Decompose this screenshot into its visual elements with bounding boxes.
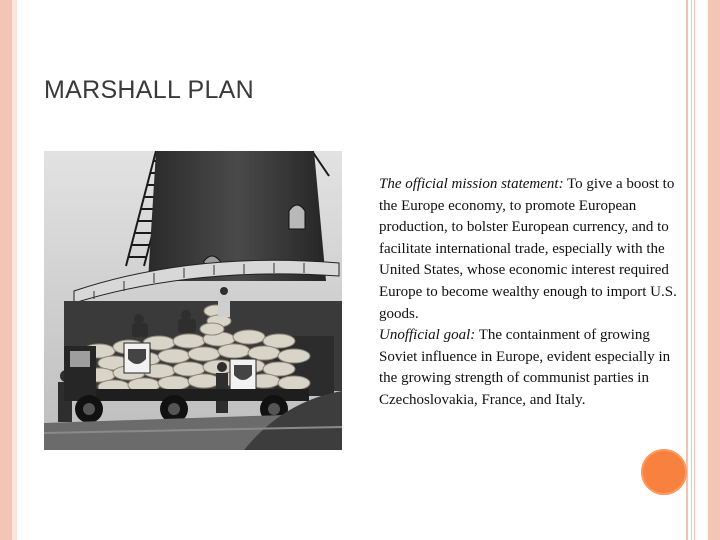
frame-rule-right-3: [694, 0, 695, 540]
photo-windmill-grain-truck-icon: [44, 151, 342, 450]
mission-text-block: [379, 174, 689, 412]
frame-rule-right-2: [691, 0, 692, 540]
unofficial-goal-label: Unofficial goal:: [379, 327, 476, 344]
official-mission-text: To give a boost to the Europe economy, to promote European production, to bolster European currency, and to facilitate international trade, especially with the United States, whose economic interest required Europe to become wealthy enough to import U.S. goods.: [379, 176, 677, 322]
accent-circle-decoration: [641, 449, 687, 495]
slide-title: MARSHALL PLAN: [44, 76, 254, 104]
frame-inner-border-left: [12, 0, 17, 540]
historical-photo: [44, 151, 342, 450]
unofficial-goal-text: The containment of growing Soviet influence in Europe, evident especially in the growing strength of communist parties in Czechoslovakia, France, and Italy.: [379, 327, 671, 408]
official-mission-paragraph: [379, 174, 689, 325]
unofficial-goal-paragraph: [379, 325, 689, 411]
official-mission-label: The official mission statement:: [379, 176, 564, 192]
